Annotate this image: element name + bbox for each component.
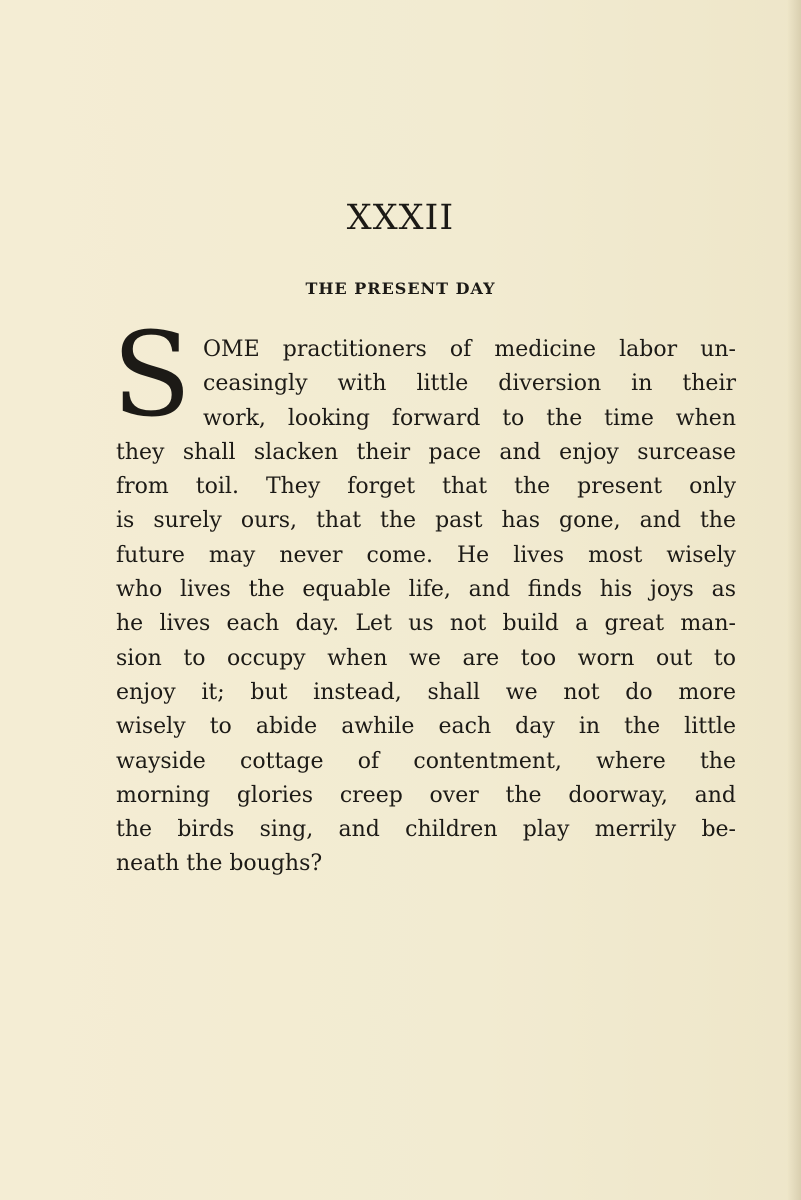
text-line: he lives each day. Let us not build a great man- [116, 611, 736, 637]
text-line: future may never come. He lives most wisely [116, 542, 736, 568]
text-line: enjoy it; but instead, shall we not do more [116, 679, 736, 705]
text-line: work, looking forward to the time when [203, 405, 736, 431]
chapter-title: THE PRESENT DAY [305, 279, 496, 298]
paragraph [116, 333, 736, 882]
text-line: OME practitioners of medicine labor un- [203, 337, 736, 362]
chapter-number: XXXII [346, 198, 455, 238]
text-line: morning glories creep over the doorway, and [116, 782, 736, 808]
text-line: is surely ours, that the past has gone, and the [116, 508, 736, 534]
text-line: the birds sing, and children play merrily be- [116, 817, 736, 843]
text-line: ceasingly with little diversion in their [203, 371, 736, 397]
text-line: they shall slacken their pace and enjoy surcease [116, 439, 736, 465]
page-edge-shadow [787, 0, 801, 1200]
text-line: wisely to abide awhile each day in the little [116, 714, 736, 740]
text-line: who lives the equable life, and finds his joys as [116, 577, 736, 603]
text-line: from toil. They forget that the present only [116, 474, 736, 500]
text-line: wayside cottage of contentment, where the [116, 748, 736, 774]
text-line: sion to occupy when we are too worn out to [116, 645, 736, 671]
drop-cap: S [112, 308, 192, 443]
text-line: neath the boughs? [116, 851, 323, 877]
